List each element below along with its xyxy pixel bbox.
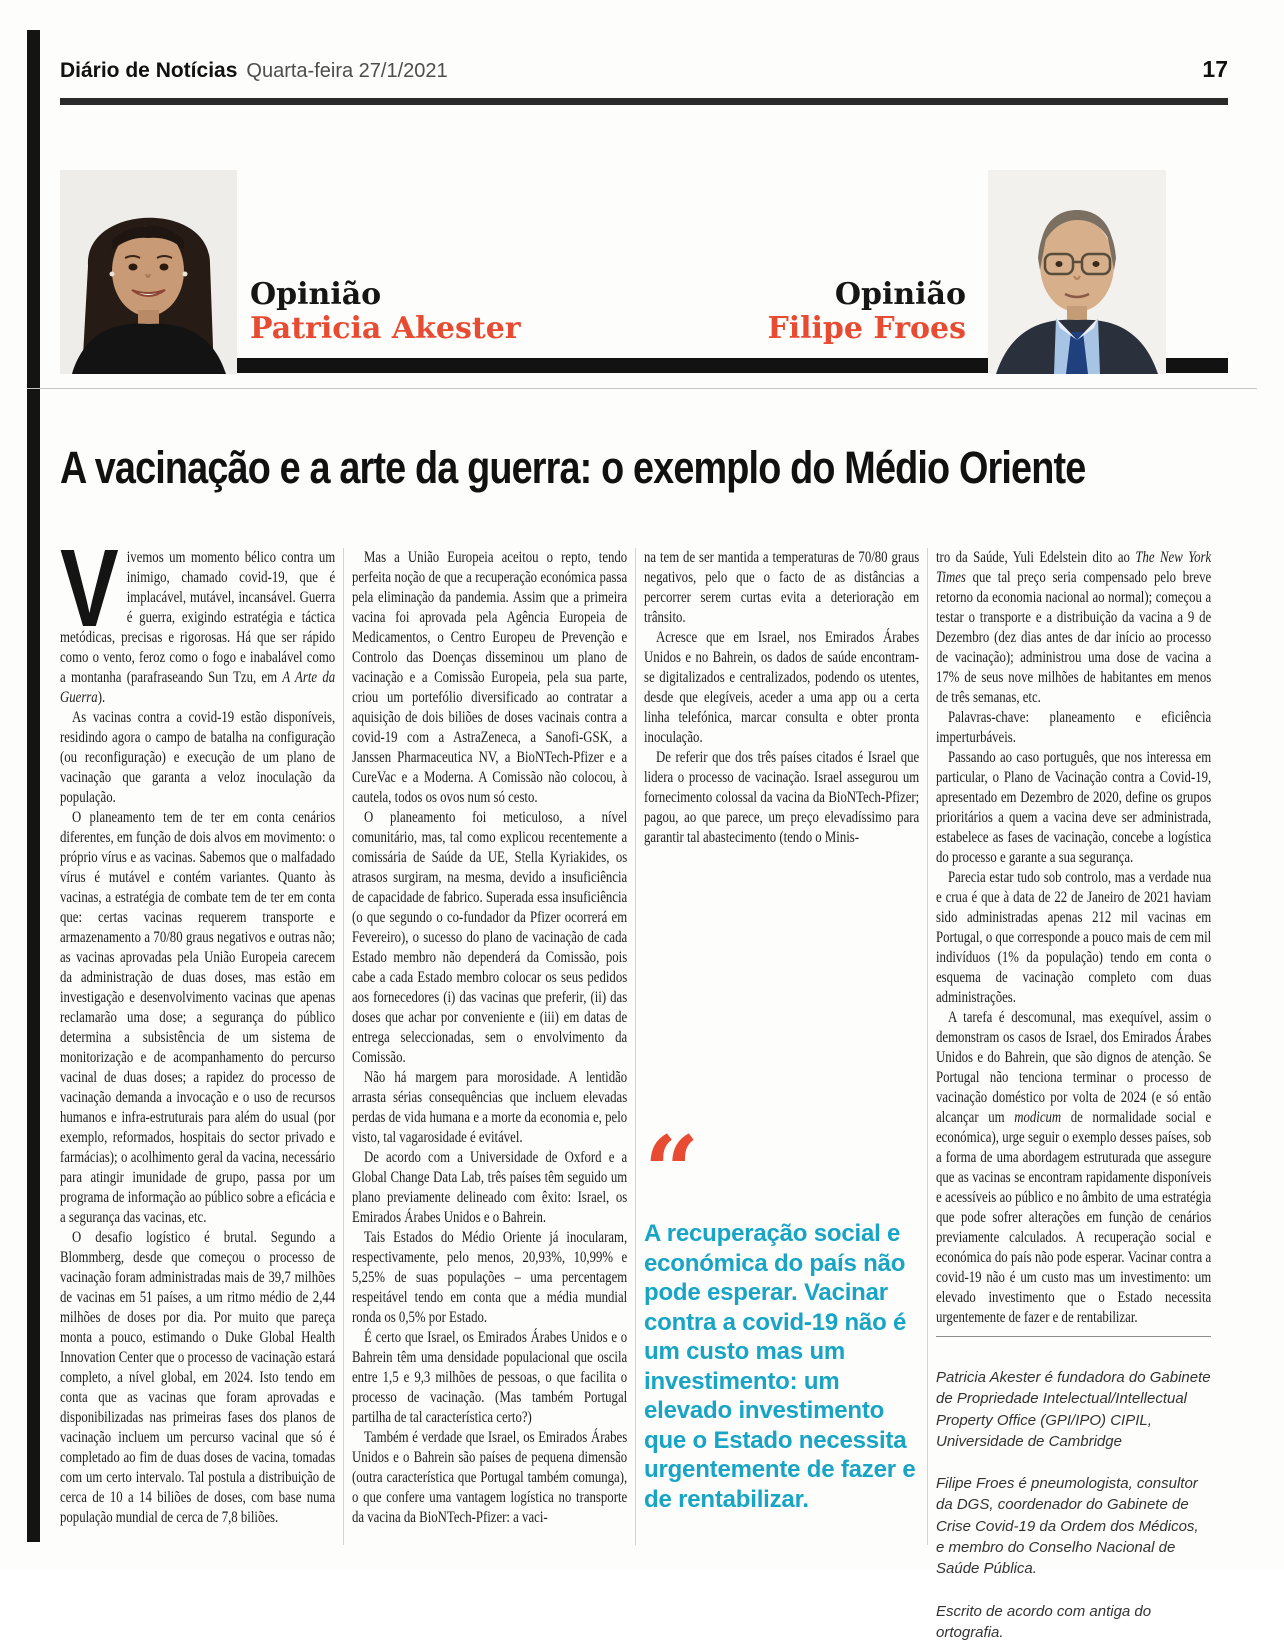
column-rule	[343, 548, 344, 1545]
article-paragraph: Vivemos um momento bélico contra um inimigo, chamado covid-19, que é implacável, mutável, incansável. Guerra é guerra, exigindo estratégia e táctica metódicas, precisas e rigorosas. Há que ser rápido como o vento, feroz como o fogo e inabalável como a montanha (parafraseando Sun Tzu, em A Arte da Guerra).	[60, 527, 336, 706]
portrait-man-illustration	[988, 170, 1166, 374]
author-bio: Patricia Akester é fundadora do Gabinete de Propriedade Intelectual/Intellectual Property Office (GPI/IPO) CIPIL, Universidade de Cambridge	[936, 1369, 1211, 1450]
masthead-group	[60, 59, 448, 83]
article-column-2	[352, 548, 627, 1546]
article-paragraph: Não há margem para morosidade. A lentidão arrasta sérias consequências que incluem elevadas perdas de vida humana e a morte da economia e, pelo visto, tal vagarosidade é evitável.	[352, 1069, 628, 1146]
column-rule	[927, 548, 928, 1545]
patricia-akester-photo	[60, 170, 237, 374]
page-header	[60, 56, 1228, 83]
article-paragraph: Também é verdade que Israel, os Emirados Árabes Unidos e o Bahrein são países de pequena dimensão (outra característica que Portugal também comunga), o que confere uma vantagem logística no transporte da vacina da BioNTech-Pfizer: a vaci-	[352, 1429, 628, 1526]
masthead: Diário de Notícias	[60, 59, 238, 82]
article-paragraph: Palavras-chave: planeamento e eficiência imperturbáveis.	[936, 709, 1212, 746]
issue-date: Quarta-feira 27/1/2021	[246, 60, 448, 82]
author-block-right	[767, 278, 966, 345]
article-column-4	[936, 548, 1212, 1641]
author-bios	[936, 1336, 1211, 1643]
article-paragraph: Passando ao caso português, que nos interessa em particular, o Plano de Vacinação contra a Covid-19, apresentado em Dezembro de 2020, define os grupos prioritários a quem a vacina deve ser administrada, estabelece as fases de vacinação, concebe a logística do processo e garante a sua segurança.	[936, 749, 1212, 866]
section-divider-rule	[27, 388, 1257, 389]
article-column-3	[644, 548, 919, 1546]
author-bio: Escrito de acordo com antiga do ortografia.	[936, 1602, 1152, 1641]
page-number: 17	[1202, 56, 1228, 82]
opinion-label-right: Opinião	[834, 277, 966, 312]
author-bio: Filipe Froes é pneumologista, consultor da DGS, coordenador do Gabinete de Crise Covid-19 da Ordem dos Médicos, e membro do Conselho Nacional de Saúde Pública.	[936, 1475, 1199, 1578]
column-rule	[635, 548, 636, 1545]
pull-quote	[644, 1115, 919, 1514]
article-paragraph: na tem de ser mantida a temperaturas de 70/80 graus negativos, pelo que o facto de as distâncias a percorrer serem curtas evita a deterioração em trânsito.	[644, 549, 920, 626]
opinion-label-left: Opinião	[250, 277, 382, 312]
article-paragraph: Tais Estados do Médio Oriente já inocularam, respectivamente, pelo menos, 20,93%, 10,99% e 5,25% de suas populações – uma percentagem respeitável tendo em conta que a média mundial ronda os 0,5% por Estado.	[352, 1229, 628, 1326]
pull-quote-text: A recuperação social e económica do país não pode esperar. Vacinar contra a covid-19 não é um custo mas um investimento: um elevado investimento que o Estado necessita urgentemente de fazer e de rentabilizar.	[644, 1220, 916, 1513]
article-paragraph: Parecia estar tudo sob controlo, mas a verdade nua e crua é que à data de 22 de Janeiro de 2021 haviam sido administradas apenas 212 mil vacinas em Portugal, o que corresponde a pouco mais de cem mil indivíduos (1% da população) tendo em conta o esquema de vacinação completo com duas administrações.	[936, 869, 1212, 1006]
headline: A vacinação e a arte da guerra: o exemplo do Médio Oriente	[60, 442, 1086, 493]
article-column-1	[60, 527, 336, 1546]
article-paragraph: O desafio logístico é brutal. Segundo a Blommberg, desde que começou o processo de vacinação foram administradas mais de 39,7 milhões de vacinas em 51 países, a um ritmo médio de 2,44 milhões de doses por dia. Por muito que pareça monta a pouco, estimando o Duke Global Health Innovation Center que o processo de vacinação estará completo, a nível global, em 2024. Isto tendo em conta que as vacinas que foram aprovadas e disponibilizadas nas primeiras fases dos planos de vacinação incluem um percurso vacinal que só é completado ao fim de duas doses de vacina, tomadas com um certo intervalo. Tal postula a distribuição de cerca de 10 a 14 biliões de doses, com base numa população mundial de cerca de 7,8 biliões.	[60, 1229, 336, 1526]
article-paragraph: Acresce que em Israel, nos Emirados Árabes Unidos e no Bahrein, os dados de saúde encontram-se digitalizados e centralizados, podendo os utentes, desde que elegíveis, aceder a uma app ou a certa linha telefónica, marcar consulta e obter pronta inoculação.	[644, 629, 920, 746]
header-rule	[60, 98, 1228, 105]
author-name-filipe-froes: Filipe Froes	[767, 310, 966, 346]
portrait-woman-illustration	[60, 170, 237, 374]
article-paragraph: Mas a União Europeia aceitou o repto, tendo perfeita noção de que a recuperação económica passa pela eliminação da pandemia. Assim que a primeira vacina foi aprovada pela Agência Europeia de Medicamentos, o Centro Europeu de Prevenção e Controlo das Doenças disseminou um plano de vacinação e a Comissão Europeia, pela sua parte, criou um portefólio diversificado ao contratar a aquisição de dois biliões de doses vacinais contra a covid-19 com a AstraZeneca, a Sanofi-GSK, a Janssen Pharmaceutica NV, a BioNTech-Pfizer e a CureVac e a Moderna. A Comissão não colocou, à cautela, todos os ovos num só cesto.	[352, 549, 628, 806]
article-paragraph: É certo que Israel, os Emirados Árabes Unidos e o Bahrein têm uma densidade populacional que oscila entre 1,5 e 9,3 milhões de pessoas, o que facilita o processo de vacinação. (Mas também Portugal partilha de tal característica certo?)	[352, 1329, 628, 1426]
article-paragraph: tro da Saúde, Yuli Edelstein dito ao The New York Times que tal preço seria compensado pelo breve retorno da economia nacional ao normal); começou a testar o transporte e a distribuição da vacina a 9 de Dezembro (dez dias antes de dar início ao processo de vacinação); administrou uma dose de vacina a 17% de seus nove milhões de habitantes em menos de três semanas, etc.	[936, 549, 1212, 706]
drop-cap: V	[60, 527, 119, 650]
article-paragraph: De referir que dos três países citados é Israel que lidera o processo de vacinação. Israel assegurou um fornecimento colossal da vacina da BioNTech-Pfizer; pagou, ao que parece, um preço elevadíssimo para garantir tal abastecimento (tendo o Minis-	[644, 749, 920, 846]
article-paragraph: A tarefa é descomunal, mas exequível, assim o demonstram os casos de Israel, dos Emirados Árabes Unidos e do Bahrein, que são dignos de atenção. Se Portugal não tenciona terminar o processo de vacinação doméstico por volta de 2024 (e só então alcançar um modicum de normalidade social e económica), urge seguir o exemplo desses países, sob a forma de uma abordagem estruturada que assegure que as vacinas se encontram rapidamente disponíveis e acessíveis ao público e no âmbito de uma estratégia que pode sofrer alterações em função de cenários previamente calculados. A recuperação social e económica do país não pode esperar. Vacinar contra a covid-19 não é um custo mas um investimento: um elevado investimento que o Estado necessita urgentemente de fazer e de rentabilizar.	[936, 1009, 1212, 1326]
quote-mark-icon: “	[644, 1115, 696, 1228]
article-paragraph: De acordo com a Universidade de Oxford e a Global Change Data Lab, três países têm seguido um plano previamente delineado com êxito: Israel, os Emirados Árabes Unidos e o Bahrein.	[352, 1149, 628, 1226]
page-edge-bar	[27, 30, 40, 1542]
filipe-froes-photo	[988, 170, 1166, 374]
author-name-patricia-akester: Patricia Akester	[250, 310, 521, 346]
article-paragraph: O planeamento tem de ter em conta cenários diferentes, em função de dois alvos em movimento: o próprio vírus e as vacinas. Sabemos que o malfadado vírus é mutável e contém variantes. Quanto às vacinas, a estratégia de combate tem de ter em conta que: certas vacinas requerem transporte e armazenamento a 70/80 graus negativos e outras não; as vacinas aprovadas pela União Europeia carecem da administração de duas doses, mas estão em investigação e desenvolvimento vacinas que apenas reclamarão uma dose; a segurança do público determina a subsistência de um sistema de monitorização e de acompanhamento do percurso vacinal de duas doses; a rapidez do processo de vacinação demanda a invocação e o uso de recursos humanos e infra-estruturais para além do usual (por exemplo, reformados, hospitais do sector privado e farmácias); o acolhimento geral da vacina, necessário para atingir imunidade de grupo, passa por um programa de informação ao público sobre a eficácia e a segurança das vacinas, etc.	[60, 809, 336, 1226]
article-paragraph: O planeamento foi meticuloso, a nível comunitário, mas, tal como explicou recentemente a comissária de Saúde da UE, Stella Kyriakides, os atrasos surgiram, na mesma, devido a insuficiência de capacidade de fabrico. Superada essa insuficiência (o que segundo o co-fundador da Pfizer ocorrerá em Fevereiro), o sucesso do plano de vacinação de cada Estado membro não dependerá da Comissão, pois cabe a cada Estado membro colocar os seus pedidos aos fornecedores (i) das vacinas que preferir, (ii) das doses que achar por conveniente e (iii) em datas de entrega seleccionadas, sem o envolvimento da Comissão.	[352, 809, 628, 1066]
author-block-left	[250, 278, 521, 345]
article-paragraph: As vacinas contra a covid-19 estão disponíveis, residindo agora o campo de batalha na configuração (ou reconfiguração) e execução de um plano de vacinação que garanta a veloz inoculação da população.	[60, 709, 336, 806]
